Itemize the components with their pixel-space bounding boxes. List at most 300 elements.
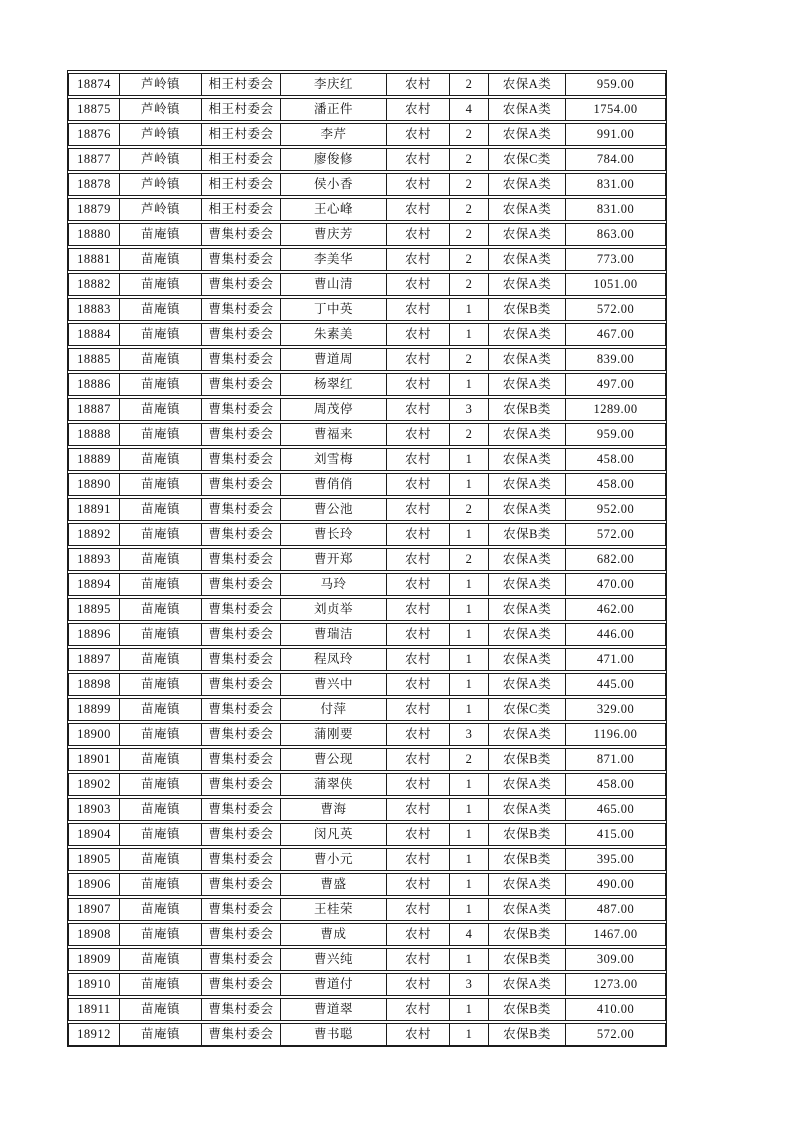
cell-residence-type: 农村 <box>387 474 450 495</box>
cell-amount: 952.00 <box>596 502 635 516</box>
cell-town: 苗庵镇 <box>120 399 202 420</box>
cell-person-name: 侯小香 <box>281 174 387 195</box>
cell-village-committee: 曹集村委会 <box>202 924 281 945</box>
cell-amount: 446.00 <box>596 627 635 641</box>
table-row <box>68 173 666 196</box>
cell-insurance-category: 农保A类 <box>489 574 566 595</box>
cell-insurance-category: 农保C类 <box>489 149 566 170</box>
cell-record-id: 18877 <box>69 149 120 170</box>
cell-amount: 471.00 <box>596 652 635 666</box>
cell-person-count: 1 <box>450 649 489 670</box>
cell-person-count: 1 <box>450 624 489 645</box>
table-row <box>68 1023 666 1046</box>
cell-village-committee: 相王村委会 <box>202 74 281 95</box>
cell-person-name: 曹道周 <box>281 349 387 370</box>
cell-person-count: 2 <box>450 199 489 220</box>
cell-person-name: 曹开郑 <box>281 549 387 570</box>
cell-insurance-category: 农保A类 <box>489 874 566 895</box>
cell-person-name: 李美华 <box>281 249 387 270</box>
cell-town: 芦岭镇 <box>120 74 202 95</box>
cell-person-name: 曹成 <box>281 924 387 945</box>
cell-person-count: 2 <box>450 549 489 570</box>
cell-residence-type: 农村 <box>387 349 450 370</box>
cell-village-committee: 曹集村委会 <box>202 899 281 920</box>
cell-amount: 415.00 <box>596 827 635 841</box>
table-row <box>68 573 666 596</box>
cell-insurance-category: 农保B类 <box>489 399 566 420</box>
cell-person-name: 程凤玲 <box>281 649 387 670</box>
cell-person-name: 曹兴纯 <box>281 949 387 970</box>
cell-amount: 991.00 <box>596 127 635 141</box>
cell-record-id: 18889 <box>69 449 120 470</box>
cell-residence-type: 农村 <box>387 249 450 270</box>
cell-amount: 1273.00 <box>593 977 638 991</box>
cell-insurance-category: 农保A类 <box>489 774 566 795</box>
cell-amount: 445.00 <box>596 677 635 691</box>
cell-record-id: 18882 <box>69 274 120 295</box>
cell-town: 苗庵镇 <box>120 599 202 620</box>
cell-insurance-category: 农保A类 <box>489 349 566 370</box>
table-row <box>68 823 666 846</box>
cell-person-count: 1 <box>450 774 489 795</box>
cell-village-committee: 曹集村委会 <box>202 574 281 595</box>
cell-person-count: 1 <box>450 999 489 1020</box>
cell-insurance-category: 农保A类 <box>489 274 566 295</box>
cell-person-count: 1 <box>450 899 489 920</box>
table-row <box>68 298 666 321</box>
cell-person-count: 4 <box>450 924 489 945</box>
table-row <box>68 898 666 921</box>
cell-residence-type: 农村 <box>387 849 450 870</box>
cell-record-id: 18906 <box>69 874 120 895</box>
cell-amount: 959.00 <box>596 77 635 91</box>
table-row <box>68 73 666 96</box>
cell-town: 苗庵镇 <box>120 249 202 270</box>
cell-record-id: 18886 <box>69 374 120 395</box>
cell-person-count: 2 <box>450 499 489 520</box>
cell-amount: 490.00 <box>596 877 635 891</box>
cell-record-id: 18896 <box>69 624 120 645</box>
cell-village-committee: 曹集村委会 <box>202 724 281 745</box>
cell-insurance-category: 农保B类 <box>489 1024 566 1045</box>
cell-record-id: 18903 <box>69 799 120 820</box>
cell-town: 苗庵镇 <box>120 299 202 320</box>
cell-amount: 465.00 <box>596 802 635 816</box>
cell-residence-type: 农村 <box>387 549 450 570</box>
cell-village-committee: 曹集村委会 <box>202 699 281 720</box>
cell-record-id: 18892 <box>69 524 120 545</box>
cell-residence-type: 农村 <box>387 274 450 295</box>
cell-amount: 831.00 <box>596 202 635 216</box>
cell-residence-type: 农村 <box>387 224 450 245</box>
table-row <box>68 348 666 371</box>
cell-residence-type: 农村 <box>387 624 450 645</box>
cell-residence-type: 农村 <box>387 399 450 420</box>
cell-insurance-category: 农保A类 <box>489 424 566 445</box>
cell-person-name: 曹盛 <box>281 874 387 895</box>
cell-residence-type: 农村 <box>387 974 450 995</box>
cell-town: 苗庵镇 <box>120 899 202 920</box>
cell-residence-type: 农村 <box>387 374 450 395</box>
cell-residence-type: 农村 <box>387 749 450 770</box>
cell-insurance-category: 农保A类 <box>489 374 566 395</box>
cell-record-id: 18899 <box>69 699 120 720</box>
cell-person-name: 闵凡英 <box>281 824 387 845</box>
table-row <box>68 323 666 346</box>
cell-town: 芦岭镇 <box>120 149 202 170</box>
cell-residence-type: 农村 <box>387 674 450 695</box>
cell-town: 苗庵镇 <box>120 999 202 1020</box>
cell-insurance-category: 农保A类 <box>489 124 566 145</box>
cell-town: 苗庵镇 <box>120 474 202 495</box>
cell-insurance-category: 农保B类 <box>489 299 566 320</box>
cell-record-id: 18902 <box>69 774 120 795</box>
cell-town: 芦岭镇 <box>120 174 202 195</box>
cell-town: 苗庵镇 <box>120 574 202 595</box>
cell-person-count: 1 <box>450 374 489 395</box>
cell-town: 苗庵镇 <box>120 524 202 545</box>
table-row <box>68 773 666 796</box>
cell-person-name: 曹山清 <box>281 274 387 295</box>
cell-person-name: 李芹 <box>281 124 387 145</box>
cell-person-count: 3 <box>450 724 489 745</box>
cell-village-committee: 曹集村委会 <box>202 974 281 995</box>
cell-record-id: 18879 <box>69 199 120 220</box>
cell-person-name: 蒲刚要 <box>281 724 387 745</box>
cell-person-count: 1 <box>450 824 489 845</box>
cell-person-name: 刘贞举 <box>281 599 387 620</box>
cell-person-name: 马玲 <box>281 574 387 595</box>
cell-village-committee: 曹集村委会 <box>202 674 281 695</box>
cell-town: 苗庵镇 <box>120 749 202 770</box>
cell-insurance-category: 农保B类 <box>489 849 566 870</box>
cell-residence-type: 农村 <box>387 874 450 895</box>
cell-town: 苗庵镇 <box>120 849 202 870</box>
cell-insurance-category: 农保B类 <box>489 999 566 1020</box>
cell-amount: 773.00 <box>596 252 635 266</box>
cell-record-id: 18895 <box>69 599 120 620</box>
cell-person-name: 丁中英 <box>281 299 387 320</box>
cell-insurance-category: 农保A类 <box>489 974 566 995</box>
cell-village-committee: 曹集村委会 <box>202 774 281 795</box>
cell-village-committee: 曹集村委会 <box>202 499 281 520</box>
cell-village-committee: 相王村委会 <box>202 124 281 145</box>
cell-person-count: 2 <box>450 349 489 370</box>
table-row <box>68 623 666 646</box>
cell-residence-type: 农村 <box>387 699 450 720</box>
table-row <box>68 748 666 771</box>
cell-amount: 458.00 <box>596 477 635 491</box>
cell-insurance-category: 农保B类 <box>489 749 566 770</box>
cell-record-id: 18878 <box>69 174 120 195</box>
cell-insurance-category: 农保A类 <box>489 899 566 920</box>
cell-person-count: 4 <box>450 99 489 120</box>
cell-village-committee: 曹集村委会 <box>202 624 281 645</box>
cell-residence-type: 农村 <box>387 499 450 520</box>
table-row <box>68 373 666 396</box>
cell-town: 苗庵镇 <box>120 724 202 745</box>
cell-record-id: 18911 <box>69 999 120 1020</box>
cell-insurance-category: 农保A类 <box>489 224 566 245</box>
cell-village-committee: 相王村委会 <box>202 149 281 170</box>
cell-amount: 329.00 <box>596 702 635 716</box>
cell-record-id: 18912 <box>69 1024 120 1045</box>
cell-insurance-category: 农保A类 <box>489 74 566 95</box>
cell-record-id: 18880 <box>69 224 120 245</box>
cell-record-id: 18874 <box>69 74 120 95</box>
cell-insurance-category: 农保A类 <box>489 174 566 195</box>
cell-town: 苗庵镇 <box>120 499 202 520</box>
cell-residence-type: 农村 <box>387 999 450 1020</box>
cell-amount: 831.00 <box>596 177 635 191</box>
table-row <box>68 148 666 171</box>
cell-town: 苗庵镇 <box>120 1024 202 1045</box>
cell-amount: 1196.00 <box>593 727 638 741</box>
cell-insurance-category: 农保B类 <box>489 924 566 945</box>
cell-person-count: 2 <box>450 274 489 295</box>
cell-insurance-category: 农保A类 <box>489 99 566 120</box>
table-row <box>68 248 666 271</box>
cell-person-name: 曹福来 <box>281 424 387 445</box>
cell-record-id: 18881 <box>69 249 120 270</box>
cell-person-count: 1 <box>450 324 489 345</box>
table-row <box>68 498 666 521</box>
cell-insurance-category: 农保A类 <box>489 549 566 570</box>
cell-insurance-category: 农保A类 <box>489 724 566 745</box>
cell-person-count: 1 <box>450 949 489 970</box>
cell-insurance-category: 农保A类 <box>489 649 566 670</box>
cell-village-committee: 曹集村委会 <box>202 374 281 395</box>
table-row <box>68 198 666 221</box>
cell-village-committee: 曹集村委会 <box>202 599 281 620</box>
cell-town: 苗庵镇 <box>120 774 202 795</box>
cell-amount: 1051.00 <box>593 277 638 291</box>
cell-amount: 458.00 <box>596 452 635 466</box>
cell-record-id: 18894 <box>69 574 120 595</box>
cell-amount: 395.00 <box>596 852 635 866</box>
table-row <box>68 273 666 296</box>
cell-person-name: 蒲翠侠 <box>281 774 387 795</box>
cell-person-count: 2 <box>450 249 489 270</box>
cell-village-committee: 曹集村委会 <box>202 274 281 295</box>
cell-insurance-category: 农保A类 <box>489 624 566 645</box>
cell-record-id: 18910 <box>69 974 120 995</box>
cell-residence-type: 农村 <box>387 524 450 545</box>
cell-record-id: 18875 <box>69 99 120 120</box>
cell-record-id: 18898 <box>69 674 120 695</box>
cell-person-name: 王心峰 <box>281 199 387 220</box>
table-row <box>68 848 666 871</box>
cell-insurance-category: 农保A类 <box>489 499 566 520</box>
table-row <box>68 423 666 446</box>
cell-village-committee: 曹集村委会 <box>202 399 281 420</box>
cell-residence-type: 农村 <box>387 774 450 795</box>
cell-person-name: 曹俏俏 <box>281 474 387 495</box>
cell-record-id: 18908 <box>69 924 120 945</box>
cell-record-id: 18893 <box>69 549 120 570</box>
cell-village-committee: 曹集村委会 <box>202 324 281 345</box>
cell-village-committee: 曹集村委会 <box>202 949 281 970</box>
table-row <box>68 798 666 821</box>
cell-town: 苗庵镇 <box>120 699 202 720</box>
cell-person-count: 1 <box>450 524 489 545</box>
cell-person-name: 曹小元 <box>281 849 387 870</box>
cell-village-committee: 曹集村委会 <box>202 524 281 545</box>
cell-amount: 959.00 <box>596 427 635 441</box>
cell-town: 苗庵镇 <box>120 349 202 370</box>
cell-amount: 1754.00 <box>593 102 638 116</box>
cell-amount: 487.00 <box>596 902 635 916</box>
cell-town: 苗庵镇 <box>120 949 202 970</box>
cell-town: 苗庵镇 <box>120 374 202 395</box>
cell-amount: 572.00 <box>596 527 635 541</box>
cell-person-name: 潘正件 <box>281 99 387 120</box>
cell-person-count: 1 <box>450 1024 489 1045</box>
cell-residence-type: 农村 <box>387 799 450 820</box>
cell-person-name: 朱素美 <box>281 324 387 345</box>
cell-residence-type: 农村 <box>387 424 450 445</box>
cell-person-count: 1 <box>450 799 489 820</box>
cell-insurance-category: 农保A类 <box>489 674 566 695</box>
cell-person-name: 曹道付 <box>281 974 387 995</box>
cell-insurance-category: 农保B类 <box>489 824 566 845</box>
cell-person-count: 3 <box>450 399 489 420</box>
cell-village-committee: 曹集村委会 <box>202 874 281 895</box>
cell-village-committee: 曹集村委会 <box>202 249 281 270</box>
cell-village-committee: 相王村委会 <box>202 199 281 220</box>
cell-residence-type: 农村 <box>387 949 450 970</box>
cell-person-name: 曹长玲 <box>281 524 387 545</box>
table-row <box>68 548 666 571</box>
cell-insurance-category: 农保A类 <box>489 799 566 820</box>
cell-residence-type: 农村 <box>387 199 450 220</box>
cell-person-name: 曹庆芳 <box>281 224 387 245</box>
cell-village-committee: 曹集村委会 <box>202 424 281 445</box>
cell-record-id: 18885 <box>69 349 120 370</box>
cell-record-id: 18897 <box>69 649 120 670</box>
cell-person-count: 1 <box>450 849 489 870</box>
cell-amount: 467.00 <box>596 327 635 341</box>
cell-town: 苗庵镇 <box>120 974 202 995</box>
cell-person-count: 1 <box>450 574 489 595</box>
cell-person-count: 2 <box>450 224 489 245</box>
cell-town: 苗庵镇 <box>120 799 202 820</box>
cell-residence-type: 农村 <box>387 924 450 945</box>
cell-insurance-category: 农保A类 <box>489 324 566 345</box>
cell-person-count: 2 <box>450 174 489 195</box>
cell-person-count: 2 <box>450 424 489 445</box>
cell-person-name: 曹书聪 <box>281 1024 387 1045</box>
cell-person-count: 3 <box>450 974 489 995</box>
cell-person-name: 廖俊修 <box>281 149 387 170</box>
cell-residence-type: 农村 <box>387 574 450 595</box>
table-row <box>68 448 666 471</box>
cell-town: 苗庵镇 <box>120 549 202 570</box>
cell-village-committee: 曹集村委会 <box>202 799 281 820</box>
cell-person-count: 2 <box>450 149 489 170</box>
insurance-records-table <box>67 70 667 1047</box>
cell-person-name: 曹海 <box>281 799 387 820</box>
cell-amount: 784.00 <box>596 152 635 166</box>
cell-village-committee: 曹集村委会 <box>202 749 281 770</box>
table-row <box>68 473 666 496</box>
cell-person-name: 曹公池 <box>281 499 387 520</box>
cell-person-count: 1 <box>450 874 489 895</box>
cell-person-name: 李庆红 <box>281 74 387 95</box>
table-row <box>68 873 666 896</box>
cell-person-name: 付萍 <box>281 699 387 720</box>
cell-residence-type: 农村 <box>387 1024 450 1045</box>
cell-residence-type: 农村 <box>387 649 450 670</box>
cell-village-committee: 曹集村委会 <box>202 349 281 370</box>
cell-town: 苗庵镇 <box>120 874 202 895</box>
cell-town: 苗庵镇 <box>120 674 202 695</box>
cell-residence-type: 农村 <box>387 824 450 845</box>
cell-village-committee: 曹集村委会 <box>202 649 281 670</box>
cell-person-count: 2 <box>450 749 489 770</box>
cell-insurance-category: 农保A类 <box>489 474 566 495</box>
table-row <box>68 923 666 946</box>
cell-record-id: 18887 <box>69 399 120 420</box>
cell-amount: 682.00 <box>596 552 635 566</box>
cell-town: 苗庵镇 <box>120 424 202 445</box>
cell-residence-type: 农村 <box>387 299 450 320</box>
cell-amount: 839.00 <box>596 352 635 366</box>
cell-person-count: 2 <box>450 124 489 145</box>
cell-person-name: 曹道翠 <box>281 999 387 1020</box>
cell-amount: 470.00 <box>596 577 635 591</box>
cell-record-id: 18883 <box>69 299 120 320</box>
cell-residence-type: 农村 <box>387 324 450 345</box>
cell-person-name: 王桂荣 <box>281 899 387 920</box>
cell-insurance-category: 农保C类 <box>489 699 566 720</box>
cell-insurance-category: 农保A类 <box>489 249 566 270</box>
cell-town: 芦岭镇 <box>120 124 202 145</box>
cell-village-committee: 曹集村委会 <box>202 549 281 570</box>
cell-village-committee: 相王村委会 <box>202 99 281 120</box>
table-row <box>68 723 666 746</box>
cell-residence-type: 农村 <box>387 99 450 120</box>
table-row <box>68 98 666 121</box>
cell-amount: 410.00 <box>596 1002 635 1016</box>
cell-insurance-category: 农保A类 <box>489 599 566 620</box>
table-row <box>68 223 666 246</box>
table-row <box>68 673 666 696</box>
cell-residence-type: 农村 <box>387 74 450 95</box>
cell-town: 苗庵镇 <box>120 324 202 345</box>
cell-record-id: 18888 <box>69 424 120 445</box>
cell-person-count: 2 <box>450 74 489 95</box>
cell-village-committee: 曹集村委会 <box>202 474 281 495</box>
cell-person-count: 1 <box>450 599 489 620</box>
cell-town: 苗庵镇 <box>120 624 202 645</box>
cell-amount: 871.00 <box>596 752 635 766</box>
cell-insurance-category: 农保A类 <box>489 449 566 470</box>
cell-person-name: 杨翠红 <box>281 374 387 395</box>
cell-amount: 572.00 <box>596 1027 635 1041</box>
cell-amount: 458.00 <box>596 777 635 791</box>
cell-record-id: 18907 <box>69 899 120 920</box>
cell-insurance-category: 农保A类 <box>489 199 566 220</box>
cell-record-id: 18900 <box>69 724 120 745</box>
cell-town: 苗庵镇 <box>120 449 202 470</box>
cell-person-name: 曹公现 <box>281 749 387 770</box>
cell-village-committee: 曹集村委会 <box>202 449 281 470</box>
cell-person-name: 曹瑞洁 <box>281 624 387 645</box>
cell-person-count: 1 <box>450 674 489 695</box>
cell-village-committee: 相王村委会 <box>202 174 281 195</box>
table-row <box>68 523 666 546</box>
